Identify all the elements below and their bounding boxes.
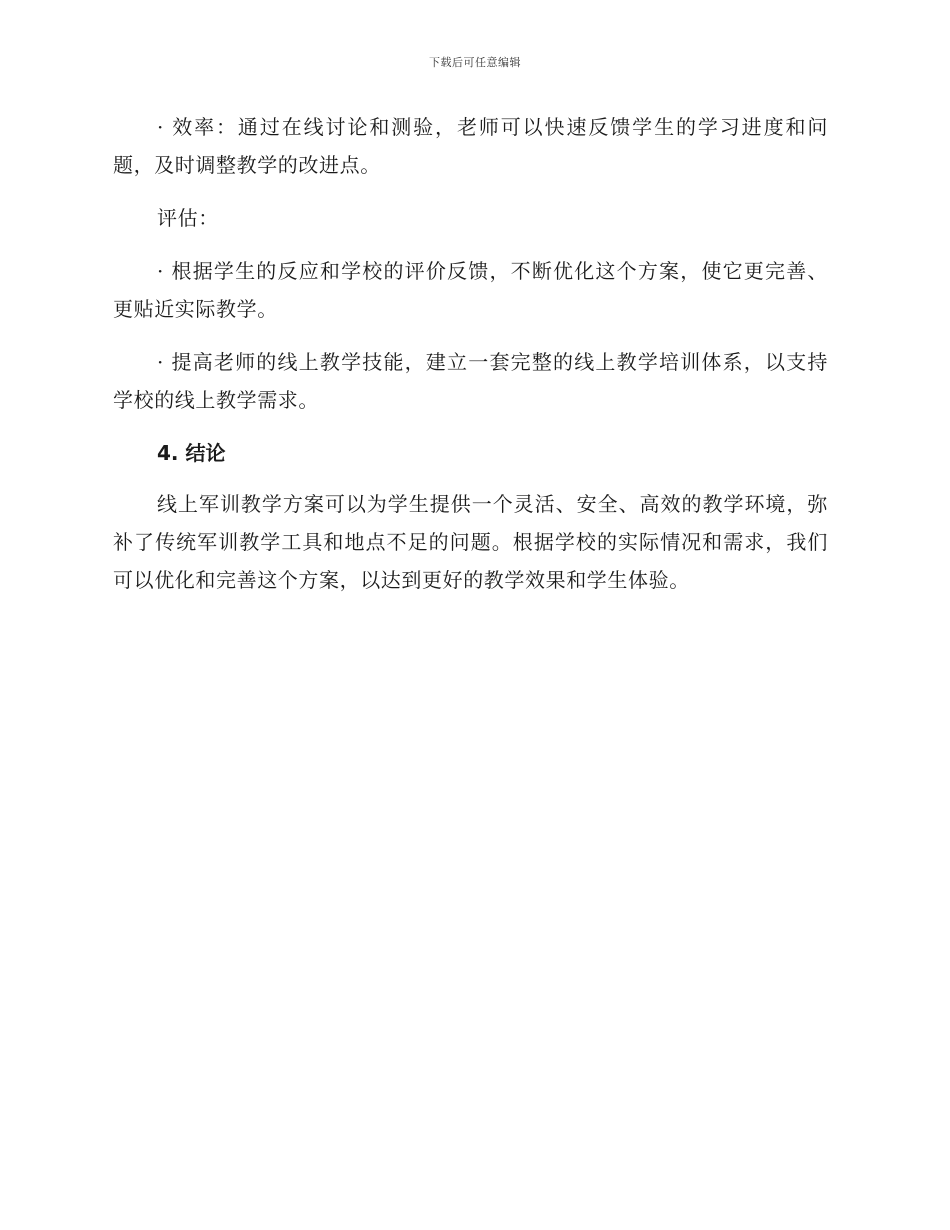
efficiency-paragraph: · 效率：通过在线讨论和测验，老师可以快速反馈学生的学习进度和问题，及时调整教学的改进点。 [113,115,828,177]
feedback-paragraph: · 根据学生的反应和学校的评价反馈，不断优化这个方案，使它更完善、更贴近实际教学。 [113,259,828,321]
evaluation-label: 评估： [157,206,219,230]
conclusion-paragraph: 线上军训教学方案可以为学生提供一个灵活、安全、高效的教学环境，弥补了传统军训教学工具和地点不足的问题。根据学校的实际情况和需求，我们可以优化和完善这个方案，以达到更好的教学效果和学生体验。 [113,492,828,592]
training-paragraph: · 提高老师的线上教学技能，建立一套完整的线上教学培训体系，以支持学校的线上教学需求。 [113,350,828,412]
document-body [113,108,828,614]
section-heading-conclusion: 4. 结论 [157,441,226,465]
page-header: 下载后可任意编辑 [429,56,521,69]
